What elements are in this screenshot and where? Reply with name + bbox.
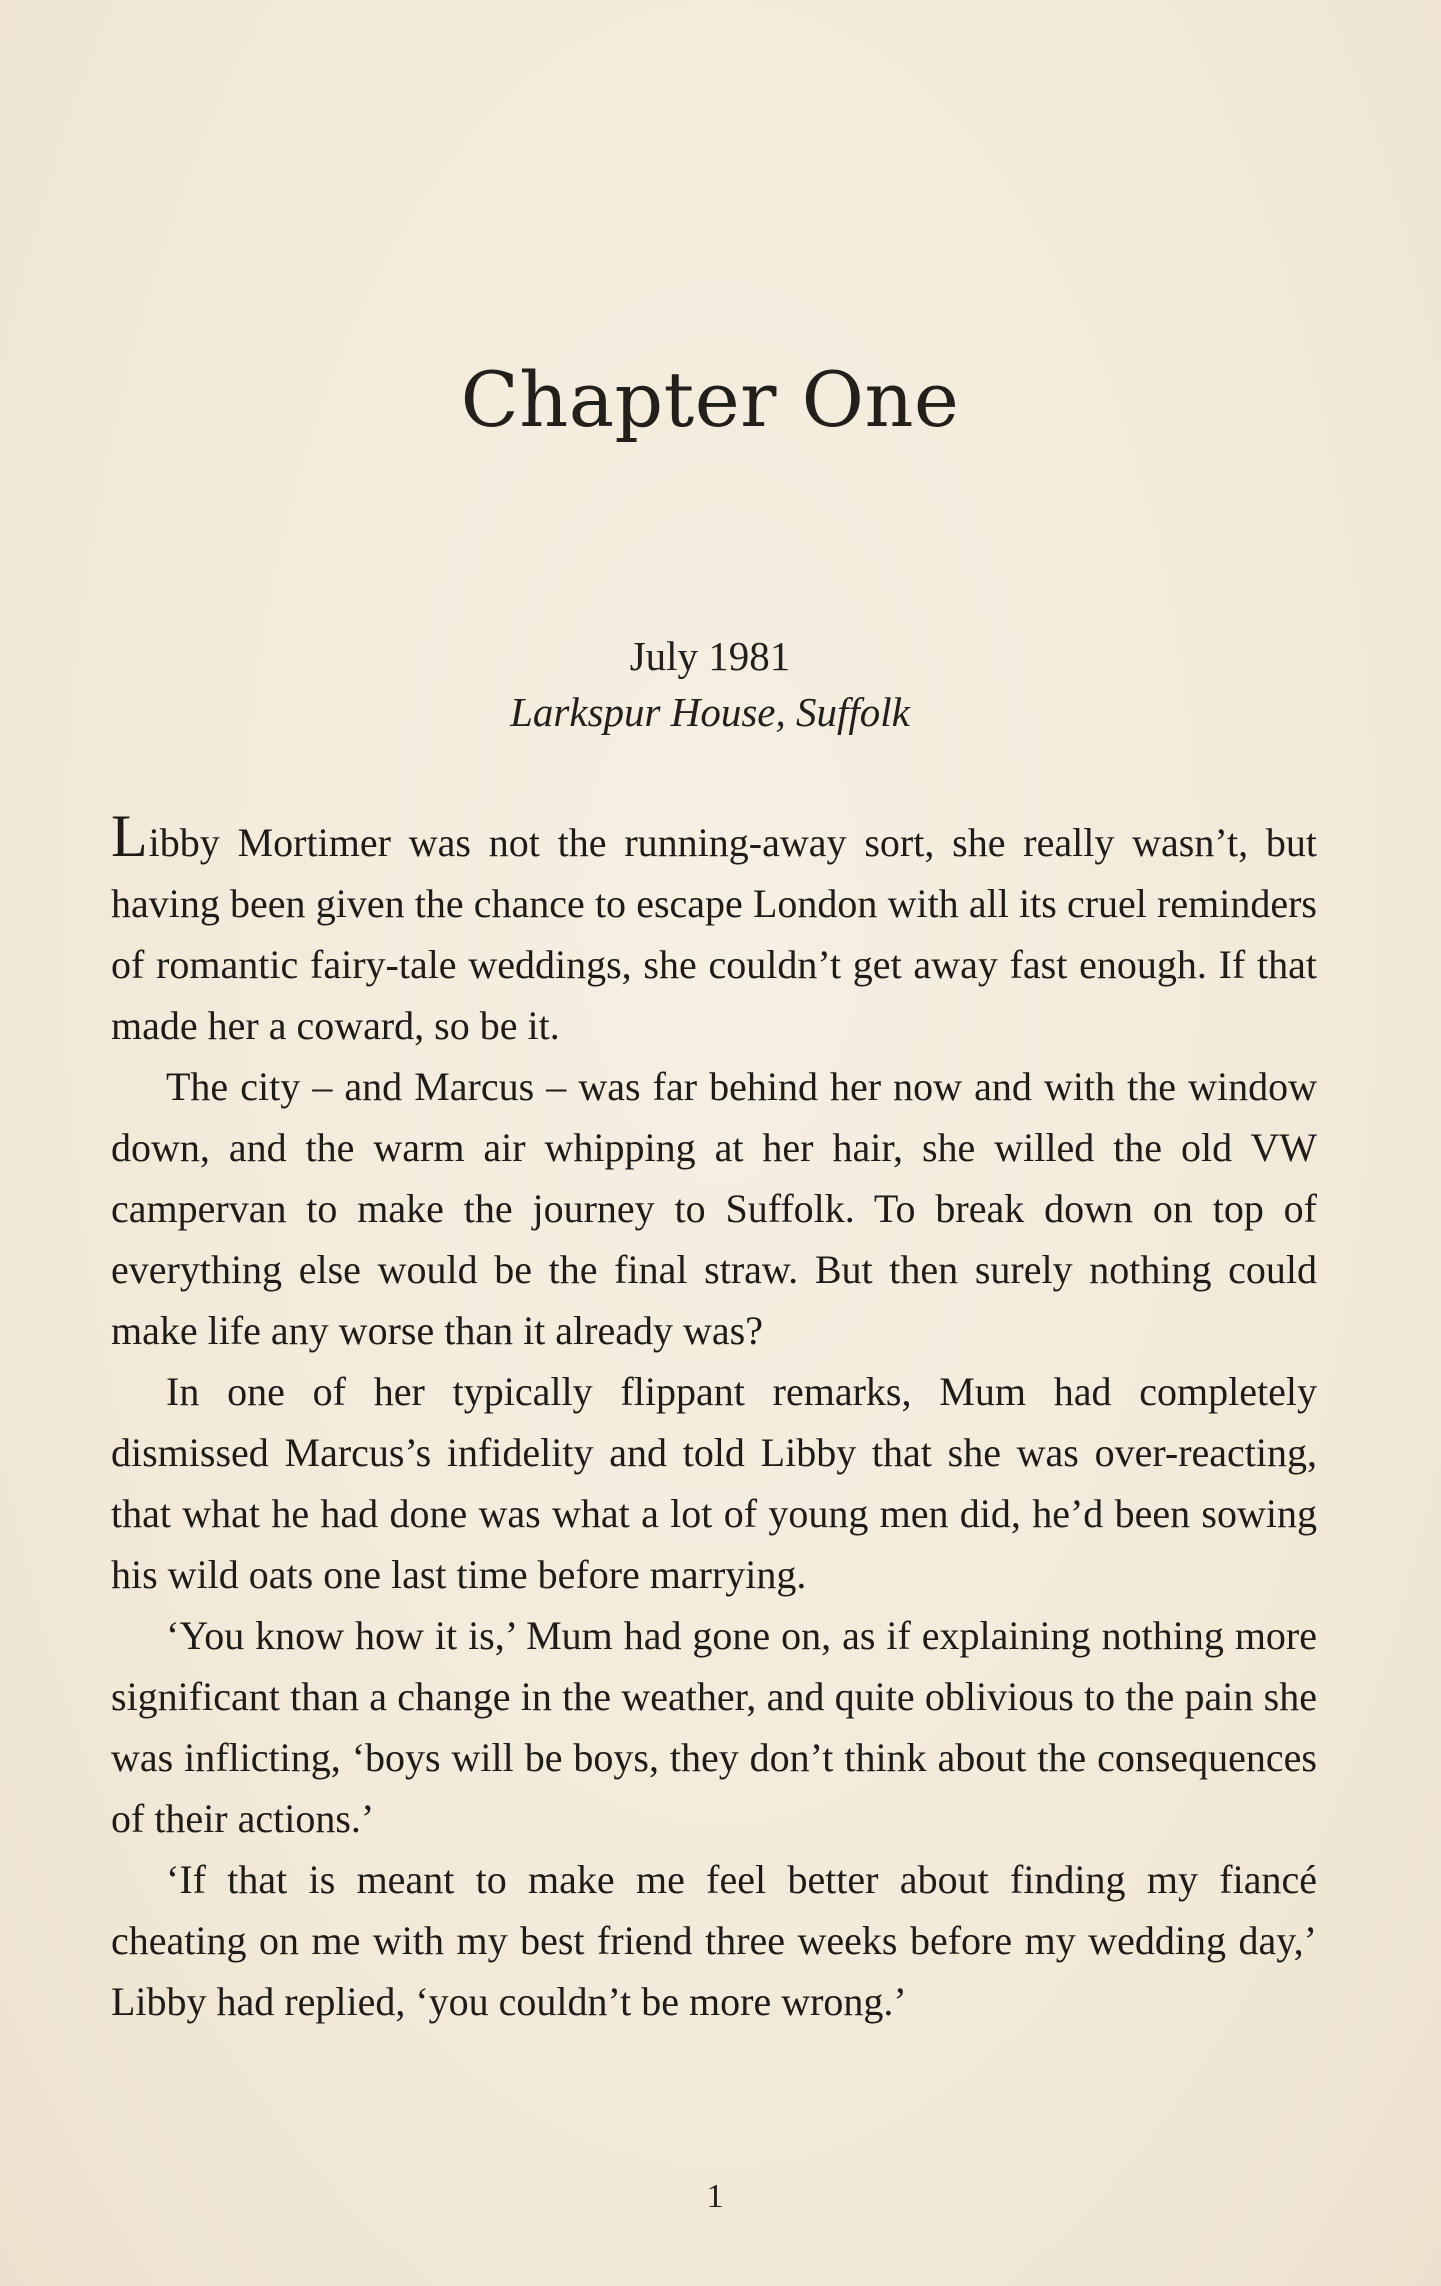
paragraph-5: ‘If that is meant to make me feel better about finding my fiancé cheating on me with my best friend three weeks before my wedding day,’ Libby had replied, ‘you couldn’t be more wrong.’ bbox=[111, 1857, 1317, 2024]
chapter-dateline bbox=[0, 628, 1420, 740]
page-number: 1 bbox=[706, 2178, 724, 2215]
paragraph-3: In one of her typically flippant remarks, Mum had completely dismissed Marcus’s infidelity and told Libby that she was over-reacting, that what he had done was what a lot of young men did, he’d been sowing his wild oats one last time before marrying. bbox=[111, 1369, 1317, 1597]
chapter-title: Chapter One bbox=[460, 355, 960, 444]
paragraph-4: ‘You know how it is,’ Mum had gone on, as if explaining nothing more significant than a change in the weather, and quite oblivious to the pain she was inflicting, ‘boys will be boys, they don’t think about the consequences of their actions.’ bbox=[111, 1613, 1317, 1841]
paragraph-2: The city – and Marcus – was far behind her now and with the window down, and the warm air whipping at her hair, she willed the old VW campervan to make the journey to Suffolk. To break down on top of everything else would be the final straw. But then surely nothing could make life any worse than it already was? bbox=[111, 1064, 1317, 1353]
dateline-place: Larkspur House, Suffolk bbox=[510, 689, 910, 735]
chapter-body bbox=[111, 803, 1317, 2032]
paragraph-1 bbox=[111, 803, 1317, 1056]
dateline-date: July 1981 bbox=[629, 633, 791, 679]
drop-cap: L bbox=[111, 803, 149, 869]
paragraph-1-text: ibby Mortimer was not the running-away sort, she really wasn’t, but having been given the chance to escape London with all its cruel reminders of romantic fairy-tale weddings, she couldn’t get away fast enough. If that made her a coward, so be it. bbox=[111, 820, 1317, 1048]
